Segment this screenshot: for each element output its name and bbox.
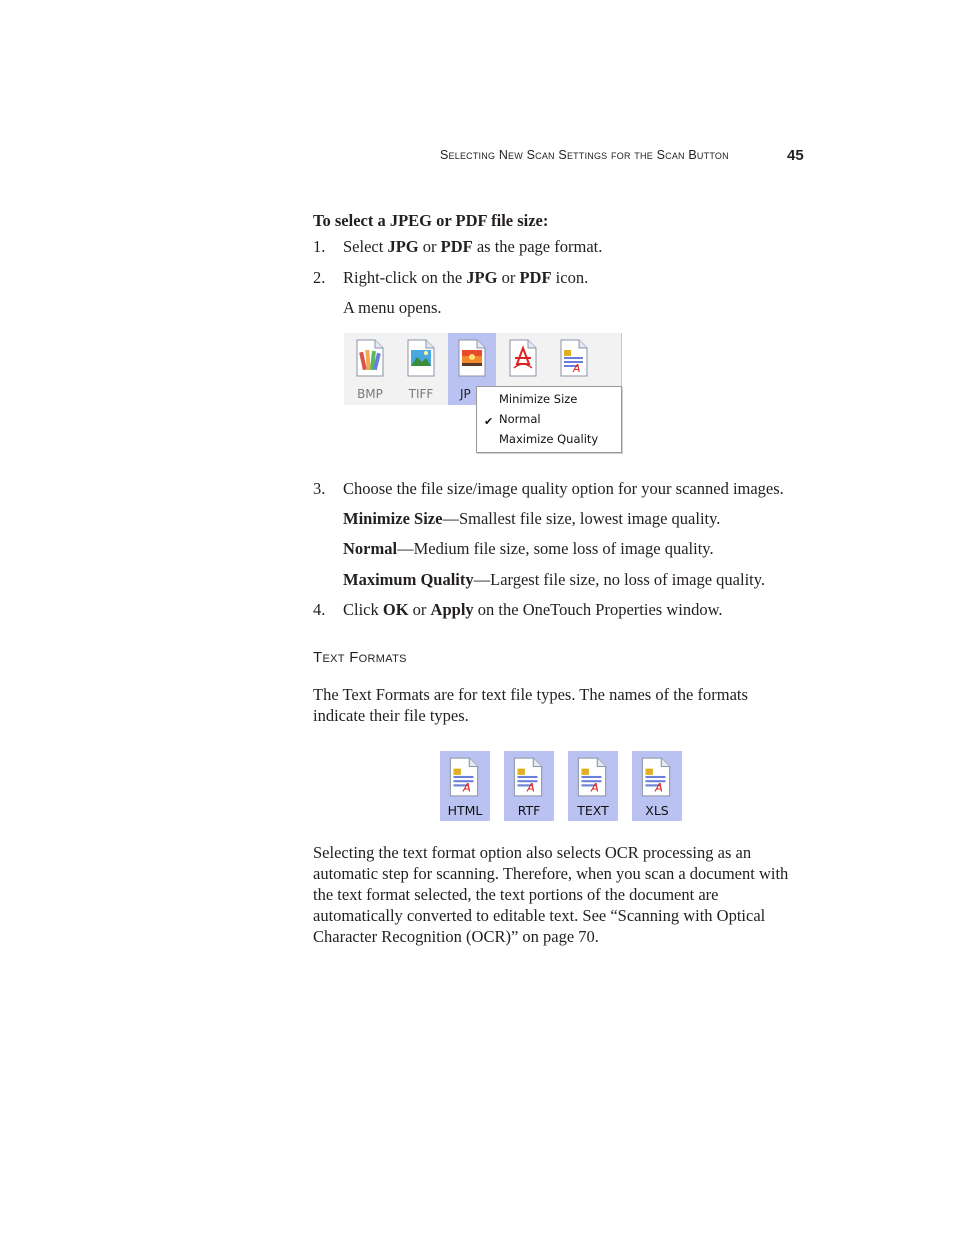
step-number: 2. [313, 268, 326, 287]
option-name: Minimize Size [343, 509, 443, 528]
step-number: 4. [313, 600, 326, 619]
step-text: Click [343, 600, 383, 619]
tiff-format-button[interactable] [397, 333, 445, 405]
step-text: or [497, 268, 520, 287]
step-bold: JPG [466, 268, 498, 287]
step-3 [313, 478, 784, 499]
step-bold: Apply [430, 600, 474, 619]
format-label: XLS [645, 803, 669, 818]
menu-item-maximize-quality[interactable]: Maximize Quality [499, 432, 599, 446]
pdf-file-icon [508, 338, 538, 378]
format-label: RTF [517, 803, 541, 818]
option-desc: —Medium file size, some loss of image quality. [397, 539, 714, 558]
option-maximum-quality [343, 569, 765, 590]
step-bold: JPG [387, 237, 419, 256]
svg-text:A: A [654, 780, 663, 795]
menu-opens-note: A menu opens. [343, 298, 442, 317]
menu-item-normal[interactable]: Normal [499, 412, 541, 426]
tiff-file-icon [406, 338, 436, 378]
step-text: as the page format. [472, 237, 603, 256]
step-bold: OK [382, 600, 409, 619]
bmp-file-icon [355, 338, 385, 378]
svg-text:A: A [573, 362, 581, 375]
option-name: Normal [343, 539, 398, 558]
step-bold: PDF [440, 237, 473, 256]
svg-text:A: A [590, 780, 599, 795]
text-file-icon [576, 756, 608, 798]
step-bold: PDF [519, 268, 552, 287]
step-text: icon. [551, 268, 589, 287]
step-text: Select [343, 237, 388, 256]
option-normal [343, 538, 714, 559]
option-desc: —Largest file size, no loss of image quality. [473, 570, 766, 589]
format-label: TEXT [577, 803, 609, 818]
bmp-format-button[interactable] [346, 333, 394, 405]
jpg-file-icon [457, 338, 487, 378]
page-number: 45 [787, 147, 804, 164]
step-number: 1. [313, 237, 326, 256]
step-number: 3. [313, 479, 326, 498]
rtf-format-button[interactable] [504, 751, 554, 821]
text-formats-intro: The Text Formats are for text file types. The names of the formats indicate their file types. [313, 685, 748, 725]
step-4 [313, 599, 723, 620]
html-format-button[interactable] [440, 751, 490, 821]
html-file-icon [448, 756, 480, 798]
check-icon: ✔ [484, 415, 494, 428]
xls-format-button[interactable] [632, 751, 682, 821]
step-2 [313, 267, 588, 288]
procedure-title: To select a JPEG or PDF file size: [313, 211, 549, 230]
menu-item-minimize-size[interactable]: Minimize Size [499, 392, 578, 406]
format-label: HTML [447, 803, 483, 818]
step-text: or [408, 600, 431, 619]
ocr-paragraph: Selecting the text format option also selects OCR processing as an automatic step for scanning. Therefore, when you scan a document with the text format selected, the text portions of the document are automatically converted to editable text. See “Scanning with Optical Character Recognition (OCR)” on page 70. [313, 843, 789, 946]
option-name: Maximum Quality [343, 570, 474, 589]
step-1 [313, 236, 602, 257]
step-text: or [418, 237, 441, 256]
format-label: JP [460, 387, 471, 401]
step-text: Right-click on the [343, 268, 467, 287]
step-text: Choose the file size/image quality option for your scanned images. [343, 479, 784, 498]
section-heading: Text Formats [313, 649, 407, 666]
quality-context-menu [476, 386, 622, 453]
text-file-icon [559, 338, 589, 378]
option-desc: —Smallest file size, lowest image quality. [442, 509, 721, 528]
svg-text:A: A [526, 780, 535, 795]
step-text: on the OneTouch Properties window. [473, 600, 723, 619]
svg-text:A: A [462, 780, 471, 795]
format-label: BMP [357, 387, 383, 401]
running-header: Selecting New Scan Settings for the Scan Button [440, 148, 729, 162]
rtf-file-icon [512, 756, 544, 798]
option-minimize-size [343, 508, 720, 529]
text-format-button[interactable] [568, 751, 618, 821]
xls-file-icon [640, 756, 672, 798]
format-label: TIFF [408, 387, 434, 401]
